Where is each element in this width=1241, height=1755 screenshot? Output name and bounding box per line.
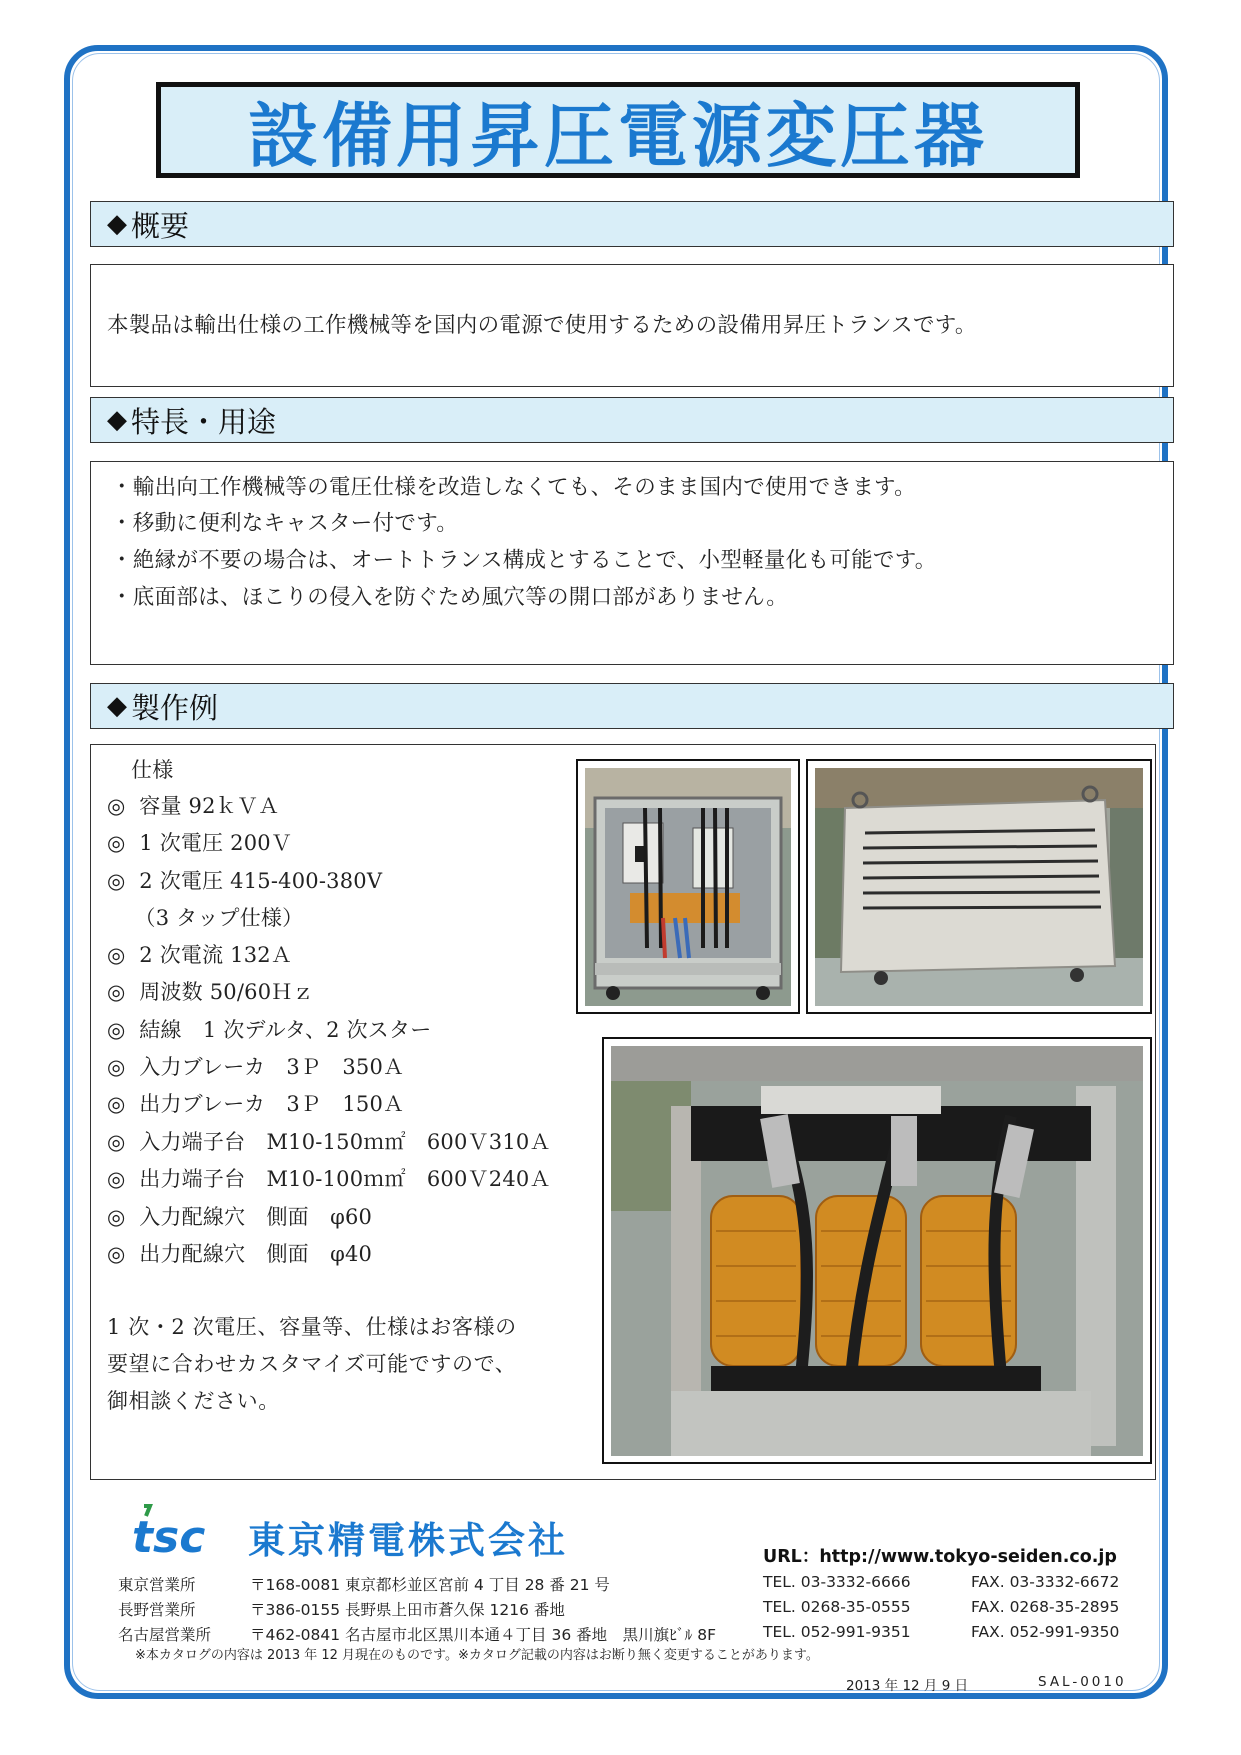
office-tel: TEL. 0268-35-0555 — [763, 1598, 911, 1616]
spec-line: ◎ 1 次電圧 200Ｖ — [107, 831, 293, 855]
feature-item: ・絶縁が不要の場合は、オートトランス構成とすることで、小型軽量化も可能です。 — [111, 548, 937, 573]
section-header-features — [90, 397, 1174, 443]
custom-note-line: 御相談ください。 — [107, 1389, 280, 1413]
catalog-note: ※本カタログの内容は 2013 年 12 月現在のものです。※カタログ記載の内容はお断り無く変更することがあります。 — [135, 1648, 819, 1663]
spec-line: ◎ 入力端子台 M10-150ｍ㎡ 600Ｖ310Ａ — [107, 1130, 551, 1154]
features-box — [90, 461, 1174, 665]
tsc-logo-icon — [130, 1502, 218, 1558]
custom-note-line: 要望に合わせカスタマイズ可能ですので、 — [107, 1352, 517, 1376]
diamond-icon: ◆ — [107, 405, 127, 435]
issue-date: 2013 年 12 月 9 日 — [846, 1678, 969, 1694]
company-name: 東京精電株式会社 — [248, 1519, 568, 1562]
feature-item: ・移動に便利なキャスター付です。 — [111, 511, 459, 536]
feature-item: ・底面部は、ほこりの侵入を防ぐため風穴等の開口部がありません。 — [111, 585, 789, 610]
page-title: 設備用昇圧電源変圧器 — [248, 94, 988, 177]
photo-transformer-coils — [602, 1037, 1152, 1464]
logo-text: tsc — [132, 1512, 206, 1558]
spec-line: ◎ 出力配線穴 側面 φ40 — [107, 1242, 373, 1266]
spec-line: ◎ 2 次電圧 415-400-380V — [107, 869, 383, 893]
title-banner — [156, 82, 1080, 178]
section-header-example — [90, 683, 1174, 729]
diamond-icon: ◆ — [107, 691, 127, 721]
spec-line: ◎ 2 次電流 132Ａ — [107, 943, 293, 967]
office-fax: FAX. 052-991-9350 — [971, 1623, 1120, 1641]
office-fax: FAX. 03-3332-6672 — [971, 1573, 1120, 1591]
spec-title: 仕様 — [131, 758, 174, 782]
photo-enclosure — [806, 759, 1152, 1014]
overview-text: 本製品は輸出仕様の工作機械等を国内の電源で使用するための設備用昇圧トランスです。 — [107, 313, 977, 338]
office-tel: TEL. 03-3332-6666 — [763, 1573, 911, 1591]
office-name: 名古屋営業所 — [118, 1626, 212, 1644]
office-address: 〒168-0081 東京都杉並区宮前 4 丁目 28 番 21 号 — [250, 1576, 610, 1594]
features-heading: 特長・用途 — [131, 404, 277, 439]
feature-item: ・輸出向工作機械等の電圧仕様を改造しなくても、そのまま国内で使用できます。 — [111, 475, 916, 500]
overview-box — [90, 264, 1174, 387]
spec-line: （3 タップ仕様） — [107, 906, 304, 930]
office-name: 東京営業所 — [118, 1576, 196, 1594]
overview-heading: 概要 — [131, 208, 190, 243]
document-code: SAL-0010 — [1038, 1674, 1127, 1690]
custom-note-line: 1 次・2 次電圧、容量等、仕様はお客様の — [107, 1315, 517, 1339]
example-heading: 製作例 — [131, 690, 219, 725]
spec-line: ◎ 出力ブレーカ 3Ｐ 150Ａ — [107, 1092, 405, 1116]
spec-line: ◎ 容量 92ｋＶＡ — [107, 794, 280, 818]
section-header-overview — [90, 201, 1174, 247]
diamond-icon: ◆ — [107, 209, 127, 239]
company-url[interactable]: URL：http://www.tokyo-seiden.co.jp — [763, 1547, 1117, 1567]
office-name: 長野営業所 — [118, 1601, 196, 1619]
office-fax: FAX. 0268-35-2895 — [971, 1598, 1120, 1616]
spec-line: ◎ 出力端子台 M10-100ｍ㎡ 600Ｖ240Ａ — [107, 1167, 551, 1191]
spec-line: ◎ 周波数 50/60Ｈｚ — [107, 980, 314, 1004]
spec-line: ◎ 結線 1 次デルタ、2 次スター — [107, 1018, 432, 1042]
spec-line: ◎ 入力ブレーカ 3Ｐ 350Ａ — [107, 1055, 405, 1079]
office-address: 〒386-0155 長野県上田市蒼久保 1216 番地 — [250, 1601, 565, 1619]
photo-breaker-panel — [576, 759, 800, 1014]
office-address: 〒462-0841 名古屋市北区黒川本通４丁目 36 番地 黒川旗ﾋﾞﾙ 8F — [250, 1626, 717, 1644]
spec-line: ◎ 入力配線穴 側面 φ60 — [107, 1205, 373, 1229]
office-tel: TEL. 052-991-9351 — [763, 1623, 911, 1641]
